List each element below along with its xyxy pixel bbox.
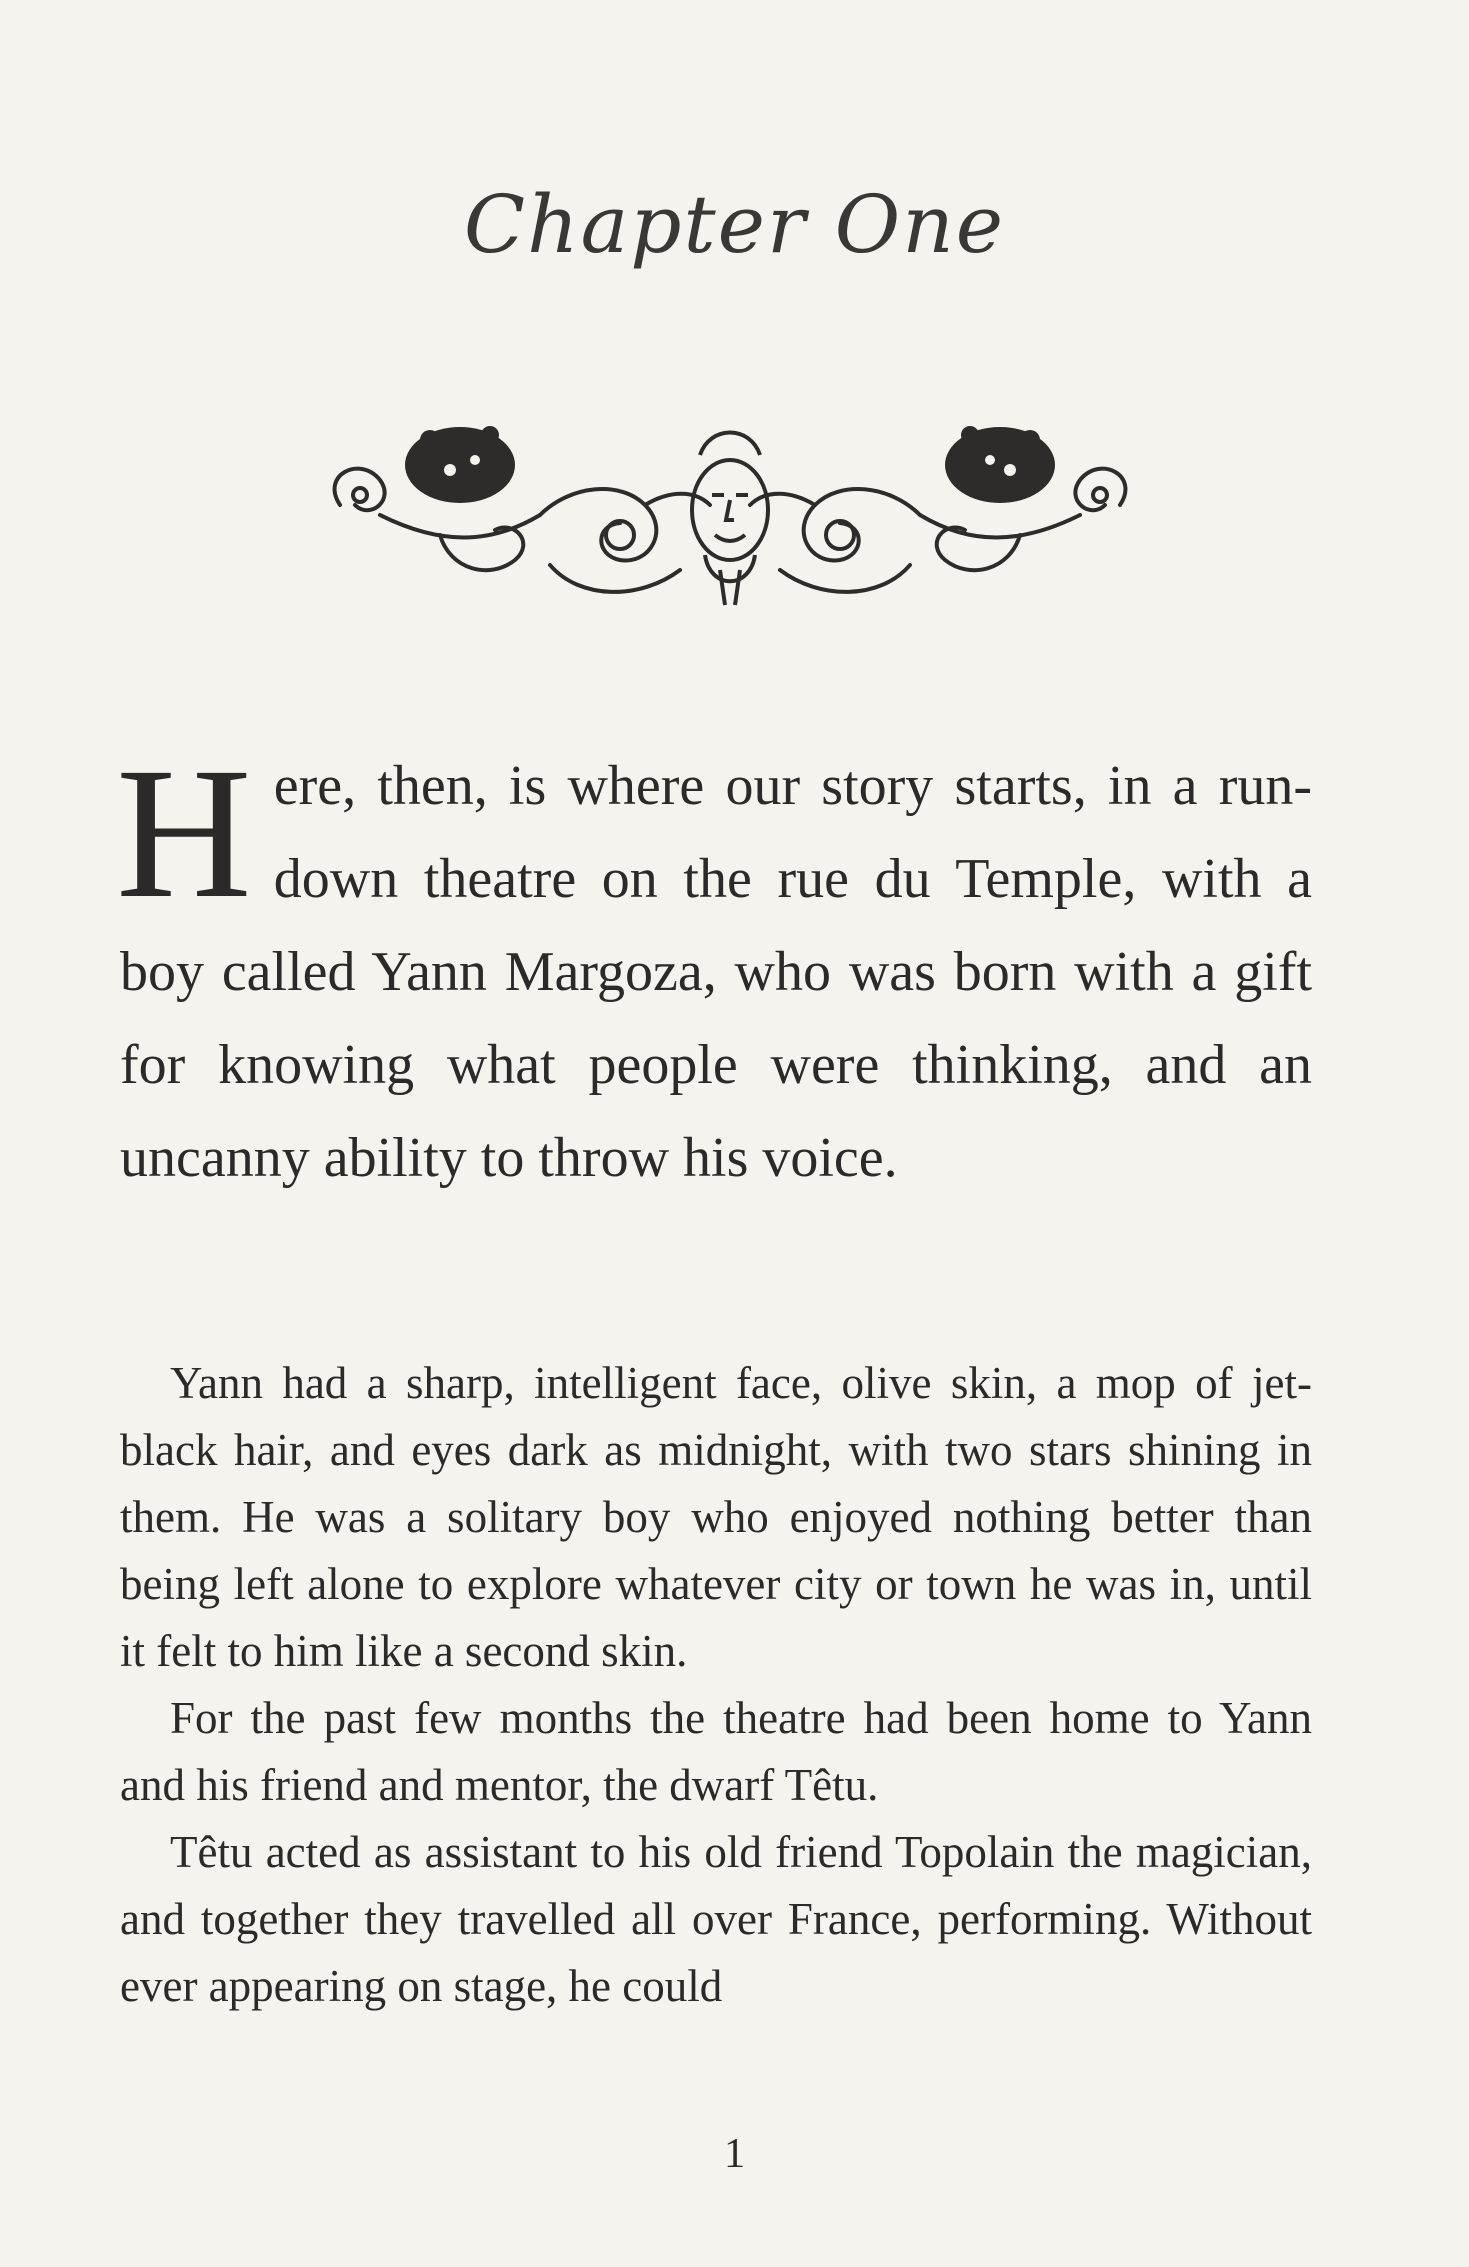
paragraph: Têtu acted as assistant to his old friend Topolain the magician, and together they travelled all over France, performing. Without ever appearing on stage, he could: [120, 1827, 1312, 2011]
opening-paragraph-text: ere, then, is where our story starts, in a run-down theatre on the rue du Temple, with a boy called Yann Margoza, who was born with a gift for knowing what people were thinking, and an uncanny ability to throw his voice.: [120, 755, 1312, 1189]
page-number: 1: [724, 2131, 745, 2177]
body-text: [120, 1350, 1312, 2020]
opening-paragraph: [116, 728, 1312, 1205]
drop-cap: H: [116, 728, 252, 937]
paragraph: Yann had a sharp, intelligent face, olive skin, a mop of jet-black hair, and eyes dark as midnight, with two stars shining in them. He was a solitary boy who enjoyed nothing better than being left alone to explore whatever city or town he was in, until it felt to him like a second skin.: [120, 1358, 1312, 1676]
ornament-icon: [300, 395, 1160, 620]
paragraph: For the past few months the theatre had been home to Yann and his friend and mentor, the dwarf Têtu.: [120, 1693, 1312, 1810]
chapter-title: Chapter One: [463, 178, 1006, 271]
